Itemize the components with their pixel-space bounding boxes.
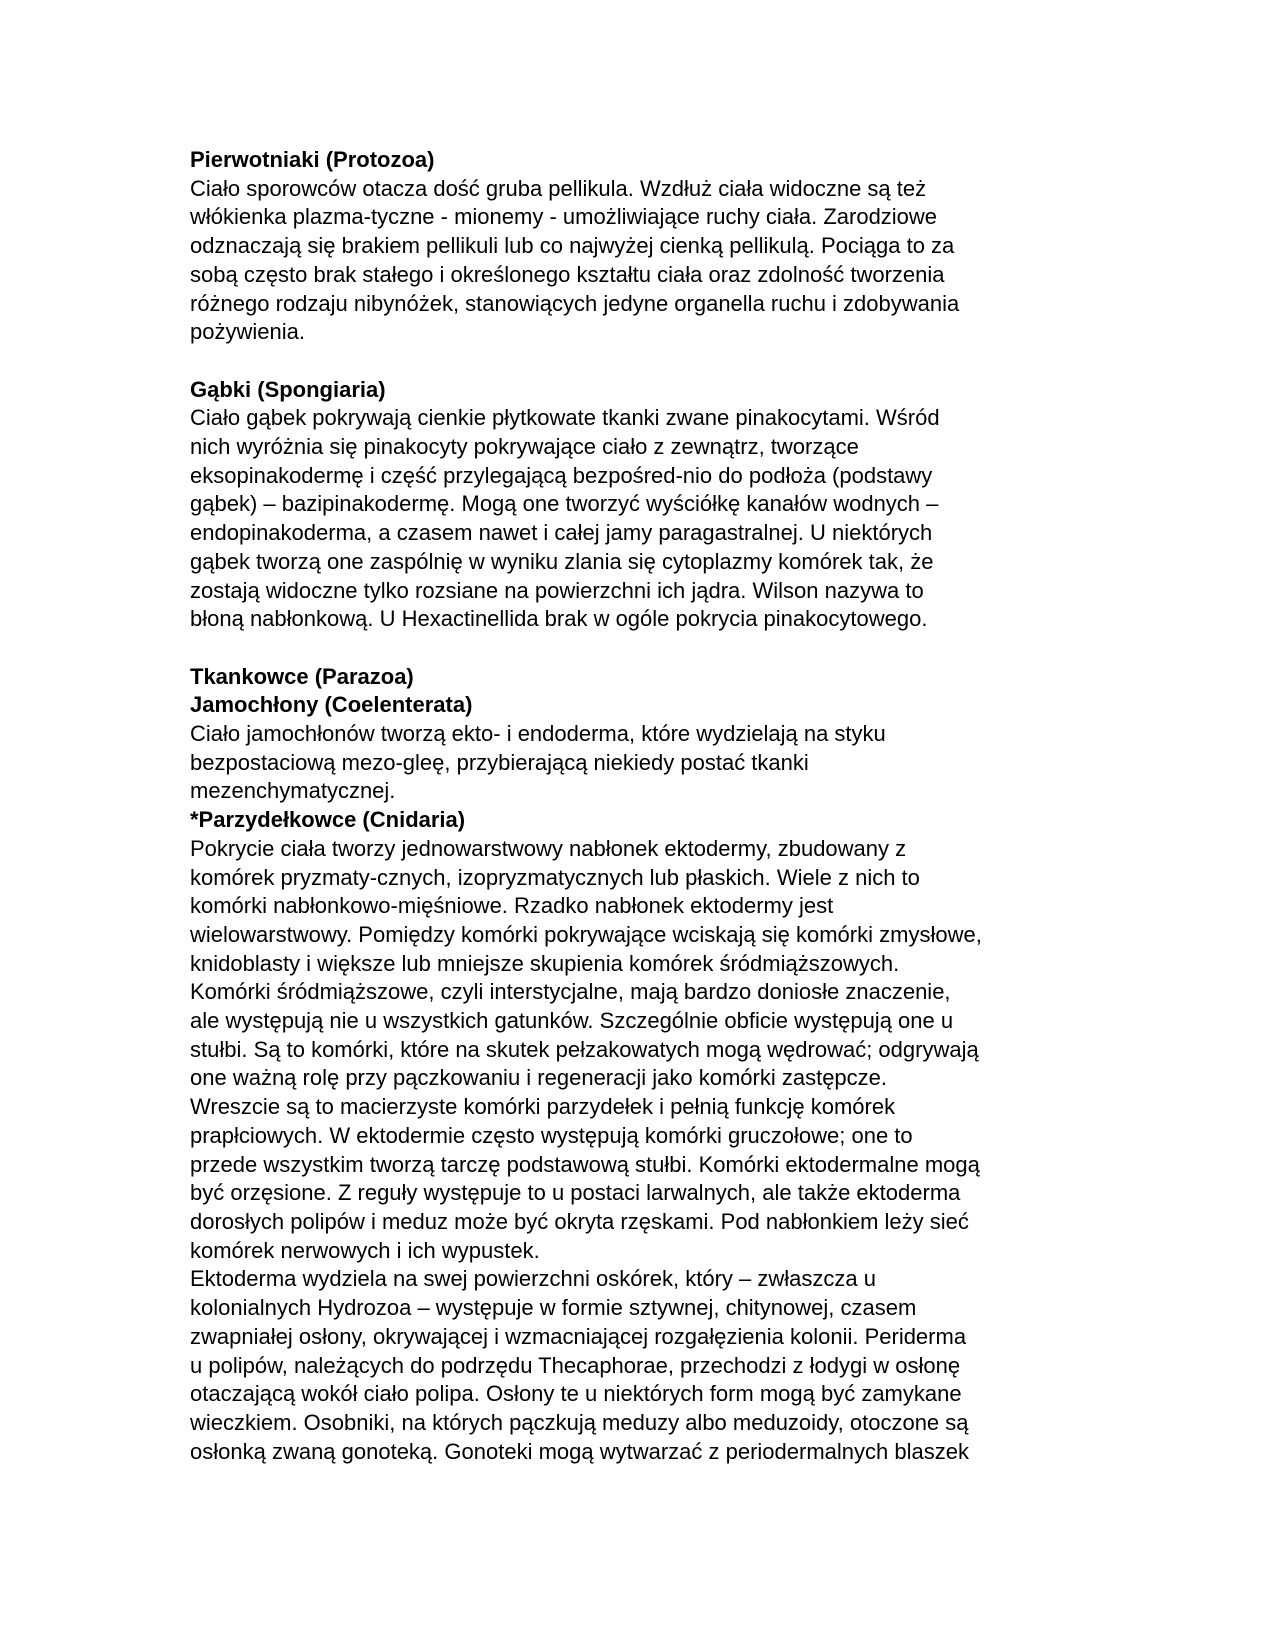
paragraph-line: być orzęsione. Z reguły występuje to u postaci larwalnych, ale także ektoderma [190, 1180, 961, 1206]
paragraph-line: otaczającą wokół ciało polipa. Osłony te u niektórych form mogą być zamykane [190, 1381, 962, 1407]
paragraph-line: Wreszcie są to macierzyste komórki parzydełek i pełnią funkcję komórek [190, 1094, 896, 1120]
document-page [190, 146, 1090, 1466]
paragraph-line: wielowarstwowy. Pomiędzy komórki pokrywające wciskają się komórki zmysłowe, [190, 921, 982, 947]
paragraph-line: błoną nabłonkową. U Hexactinellida brak w ogóle pokrycia pinakocytowego. [190, 606, 928, 632]
paragraph-line: komórki nabłonkowo-mięśniowe. Rzadko nabłonek ektodermy jest [190, 893, 834, 919]
section-cnidaria [190, 806, 1090, 1466]
blank-line [190, 347, 1090, 376]
paragraph-line: knidoblasty i większe lub mniejsze skupienia komórek śródmiąższowych. [190, 950, 900, 976]
paragraph-line: włókienka plazma-tyczne - mionemy - umożliwiające ruchy ciała. Zarodziowe [190, 204, 938, 230]
paragraph-line: eksopinakodermę i część przylegającą bezpośred-nio do podłoża (podstawy [190, 462, 933, 488]
heading-cnidaria: *Parzydełkowce (Cnidaria) [190, 807, 466, 833]
section-protozoa [190, 146, 1090, 347]
paragraph-line: ale występują nie u wszystkich gatunków. Szczególnie obficie występują one u [190, 1008, 954, 1034]
paragraph-line: u polipów, należących do podrzędu Thecaphorae, przechodzi z łodygi w osłonę [190, 1352, 961, 1378]
paragraph-line: endopinakoderma, a czasem nawet i całej jamy paragastralnej. U niektórych [190, 520, 933, 546]
paragraph-line: Ektoderma wydziela na swej powierzchni oskórek, który – zwłaszcza u [190, 1266, 876, 1292]
heading-coelenterata: Jamochłony (Coelenterata) [190, 692, 473, 718]
paragraph-line: Komórki śródmiąższowe, czyli interstycjalne, mają bardzo doniosłe znaczenie, [190, 979, 951, 1005]
paragraph-line: osłonką zwaną gonoteką. Gonoteki mogą wytwarzać z periodermalnych blaszek [190, 1438, 969, 1464]
paragraph-line: Ciało gąbek pokrywają cienkie płytkowate tkanki zwane pinakocytami. Wśród [190, 405, 940, 431]
paragraph-line: komórek pryzmaty-cznych, izopryzmatycznych lub płaskich. Wiele z nich to [190, 864, 920, 890]
blank-line [190, 634, 1090, 663]
paragraph-line: gąbek tworzą one zaspólnię w wyniku zlania się cytoplazmy komórek tak, że [190, 548, 934, 574]
paragraph-line: komórek nerwowych i ich wypustek. [190, 1237, 540, 1263]
paragraph-line: sobą często brak stałego i określonego kształtu ciała oraz zdolność tworzenia [190, 261, 945, 287]
paragraph-line: wieczkiem. Osobniki, na których pączkują meduzy albo meduzoidy, otoczone są [190, 1409, 969, 1435]
heading-parazoa: Tkankowce (Parazoa) [190, 663, 414, 689]
paragraph-line: pożywienia. [190, 319, 305, 345]
paragraph-line: Pokrycie ciała tworzy jednowarstwowy nabłonek ektodermy, zbudowany z [190, 835, 907, 861]
paragraph-line: gąbek) – bazipinakodermę. Mogą one tworzyć wyściółkę kanałów wodnych – [190, 491, 939, 517]
paragraph-line: odznaczają się brakiem pellikuli lub co najwyżej cienką pellikulą. Pociąga to za [190, 233, 955, 259]
paragraph-line: bezpostaciową mezo-gleę, przybierającą niekiedy postać tkanki [190, 749, 809, 775]
paragraph-line: Ciało sporowców otacza dość gruba pellikula. Wzdłuż ciała widoczne są też [190, 175, 927, 201]
section-spongiaria [190, 376, 1090, 634]
heading-protozoa: Pierwotniaki (Protozoa) [190, 147, 435, 172]
paragraph-line: mezenchymatycznej. [190, 778, 396, 804]
paragraph-line: Ciało jamochłonów tworzą ekto- i endoderma, które wydzielają na styku [190, 721, 886, 747]
heading-spongiaria: Gąbki (Spongiaria) [190, 376, 386, 402]
paragraph-line: zostają widoczne tylko rozsiane na powierzchni ich jądra. Wilson nazywa to [190, 577, 924, 603]
paragraph-line: kolonialnych Hydrozoa – występuje w formie sztywnej, chitynowej, czasem [190, 1295, 917, 1321]
paragraph-line: stułbi. Są to komórki, które na skutek pełzakowatych mogą wędrować; odgrywają [190, 1036, 979, 1062]
paragraph-line: nich wyróżnia się pinakocyty pokrywające ciało z zewnątrz, tworzące [190, 434, 859, 460]
paragraph-line: prapłciowych. W ektodermie często występują komórki gruczołowe; one to [190, 1122, 913, 1148]
paragraph-line: zwapniałej osłony, okrywającej i wzmacniającej rozgałęzienia kolonii. Periderma [190, 1323, 967, 1349]
paragraph-line: przede wszystkim tworzą tarczę podstawową stułbi. Komórki ektodermalne mogą [190, 1151, 980, 1177]
section-parazoa [190, 663, 1090, 692]
paragraph-line: one ważną rolę przy pączkowaniu i regeneracji jako komórki zastępcze. [190, 1065, 888, 1091]
section-coelenterata [190, 691, 1090, 806]
paragraph-line: różnego rodzaju nibynóżek, stanowiących jedyne organella ruchu i zdobywania [190, 290, 960, 316]
paragraph-line: dorosłych polipów i meduz może być okryta rzęskami. Pod nabłonkiem leży sieć [190, 1208, 969, 1234]
